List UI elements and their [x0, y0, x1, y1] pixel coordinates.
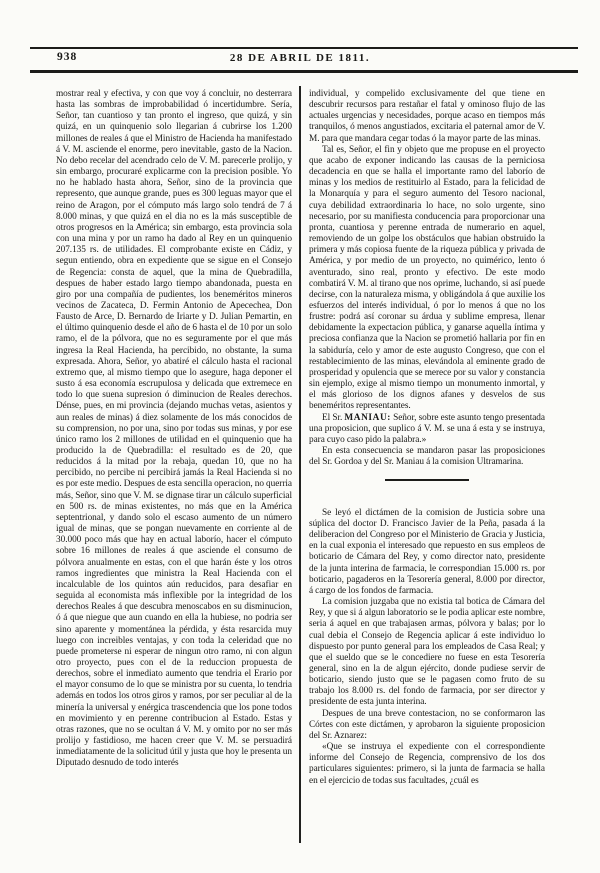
paragraph-text: En esta consecuencia se mandaron pasar las proposiciones del Sr. Gordoa y del Sr. Maniau á la comision Ultramarina. [309, 446, 545, 468]
paragraph [309, 145, 545, 413]
column-right [309, 89, 545, 845]
paragraph [309, 446, 545, 468]
paragraph-text: Despues de una breve contestacion, no se conformaron las Córtes con este dictámen, y aprobaron la siguiente proposicion del Sr. Aznarez: [309, 708, 545, 741]
paragraph-text: Se leyó el dictámen de la comision de Justicia sobre una súplica del doctor D. Francisco Javier de la Peña, pasada á la deliberacion del Congreso por el Ministerio de Gracia y Justicia, en la cual exponia el interesado que repuesto en sus empleos de boticario de Cámara del Rey, y como director nato, presidente de la junta interina de farmacia, le correspondian 15.000 rs. por boticario, pagaderos en la Tesorería general, 8.000 por director, á cargo de los fondos de farmacia. [309, 507, 545, 596]
paragraph-text: Tal es, Señor, el fin y objeto que me propuse en el proyecto que acabo de exponer indicando las causas de la perniciosa decadencia en que se halla el importante ramo del laborío de minas y los medios de restituirlo al Estado, para la felicidad de la Monarquía y para el seguro aumento del Tesoro nacional, cuya debilidad extraordinaria lo hace, no solo urgente, sino necesario, por su manifiesta conducencia para proporcionar una pronta, cuantiosa y perenne entrada de numerario en aquel, removiendo de un golpe los obstáculos que habian obstruido la primera y más copiosa fuente de la riqueza pública y privada de América, y por medio de un proyecto, no quimérico, lento ó aventurado, sino real, pronto y efectivo. De este modo combatirá V. M. al tirano que nos oprime, luchando, si así puede decirse, con la naturaleza misma, y obligándola á que auxilie los esfuerzos del interés individual, ó por lo menos á que no los frustre: podrá así coronar su árdua y sublime empresa, llenar debidamente la expectacion pública, y ganarse aquella íntima y preciosa confianza que la Nacion se prometió hallaria por fin en la sabiduría, celo y amor de este augusto Congreso, que con el restablecimiento de las minas, elevándola al eminente grado de prosperidad y opulencia que se merece por su valor y constancia sin ejemplo, exige al mismo tiempo un monumento inmortal, y el más glorioso de los dignos afanes y desvelos de sus beneméritos representantes. [309, 144, 545, 412]
header-rule-bottom [30, 70, 578, 73]
date-heading: 28 DE ABRIL DE 1811. [229, 52, 371, 64]
page-number: 938 [57, 51, 78, 63]
paragraph-text: mostrar real y efectiva, y con que voy á concluir, no desterrara hasta las sombras de improbabilidad ó incertidumbre. Sería, Señor, tan cuantioso y tan pronto el ingreso, que quizá, y sin quizá, en un quinquenio solo llegarian á cubrirse los 1.200 millones de reales á que el Ministro de Hacienda ha manifestado á V. M. asciende el enorme, pero inevitable, gasto de la Nacion. No debo recelar del acendrado celo de V. M. parecerle prolijo, y sin embargo, procuraré explicarme con la precision posible. Yo no he hablado hasta ahora, Señor, sino de la provincia que represento, que aunque grande, pues es 300 leguas mayor que el reino de Aragon, por el cómputo más largo solo tendrá de 7 á 8.000 minas, y que quizá en el dia no es la más susceptible de otros progresos en la América; sin embargo, esta provincia sola con una mina y por un ramo ha dado al Rey en un quinquenio 207.135 rs. de utilidades. El comprobante existe en Cádiz, y segun entiendo, obra en expediente que se sigue en el Consejo de Regencia: consta de aquel, que la mina de Quebradilla, despues de haber estado largo tiempo abandonada, puesta en giro por una compañía de pudientes, los beneméritos mineros vecinos de Zacateca, D. Fermin Antonio de Apecechea, Don Fausto de Arce, D. Bernardo de Iriarte y D. Julian Pemartin, en el último quinquenio desde el año de 6 hasta el de 10 por un solo ramo, el de la pólvora, que no es seguramente por el que más ingresa la Real Hacienda, ha percibido, no obstante, la suma expresada. Ahora, Señor, yo abatiré el cálculo hasta el racional extremo que, al mismo tiempo que lo asegure, haga deponer el susto á esa economía escrupulosa y delicada que extremece en todo lo que suena supresion ó diminucion de Reales derechos. Dénse, pues, en mi provincia (dejando muchas vetas, asientos y aun reales de minas) á diez solamente de los más conocidos de su comprension, no por una, sino por todas sus minas, y por ese único ramo los 2 millones de utilidad en el quinquenio que ha producido la de Quebradilla: el resultado es de 20, que reducidos á la mitad por la rebaja, quedan 10, que no ha percibido, no percibe ni percibirá jamás la Real Hacienda si no es por este medio. Despues de esta sencilla operacion, no querria más, Señor, sino que V. M. se dignase tirar un cálculo superficial en 500 rs. de minas existentes, no más que en la América septentrional, y dando solo el escaso aumento de un número igual de minas, que se pongan nuevamente en corriente al de 30.000 poco más que hay en actual laborío, hacer el cómputo sobre 16 millones de reales á que asciende el consumo de pólvora anualmente en estas, con el que harán éste y los otros ramos ingredientes que ministra la Real Hacienda con el incalculable de los quintos aún reducidos, para desafiar en seguida al economista más inflexible por la integridad de los derechos Reales á que descubra menoscabos en su disminucion, ó á que niegue que aun cuando en ella la hubiese, no podria ser sino aparente y momentánea la pérdida, y ésta resarcida muy luego con increibles ventajas, y con toda la celeridad que no puede prometerse ni esperar de ningun otro ramo, ni con algun otro proyecto, pues con el de la reduccion propuesta de derechos, sobre el inmediato aumento que tendria el Erario por el mayor consumo de lo que se ministra por su cuenta, lo tendria además en todos los otros giros y ramos, por ser peculiar al de la minería la universal y enérgica trascendencia que los pone todos en movimiento y en perenne contribucion al Estado. Estas y otras razones, que no se ocultan á V. M. y omito por no ser más prolijo y fastidioso, me hacen creer que V. M. se persuadirá inmediatamente de la solicitud útil y justa que hoy le presenta un Diputado desnudo de todo interés [56, 89, 292, 769]
paragraph-text: El Sr. [322, 412, 345, 423]
paragraph-text: La comision juzgaba que no existia tal botica de Cámara del Rey, y que si á algun laboratorio se le podia aplicar este nombre, seria á aquel en que trabajasen armas, pólvora y balas; por lo cual debia el Consejo de Regencia aplicar á este individuo lo dispuesto por punto general para los empleados de Casa Real; y que el sueldo que se le concediere no fuese en esta Tesorería general, sino en la de algun ejército, donde pudiese servir de boticario, siendo justo que se le pagasen como fruto de su trabajo los 8.000 rs. del fondo de farmacia, por ser director y presidente de esta junta interina. [309, 597, 545, 708]
paragraph [309, 597, 545, 709]
speaker-name: MANIAU: [344, 412, 391, 423]
column-left [56, 89, 292, 845]
text-columns [56, 89, 545, 845]
paragraph [309, 508, 545, 597]
paragraph-text: «Que se instruya el expediente con el correspondiente informe del Consejo de Regencia, comprensivo de los dos particulares siguientes: primero, si la junta de farmacia se halla en el ejercicio de todas sus facultades, ¿cuál es [309, 742, 545, 786]
section-divider-rule [385, 479, 469, 481]
header-rule-top [30, 47, 578, 49]
paragraph [309, 709, 545, 742]
paragraph [309, 89, 545, 145]
paragraph-text: individual, y compelido exclusivamente del que tiene en descubrir recursos para restañar el fatal y ominoso flujo de las actuales urgencias y necesidades, porque acaso en tiempos más tranquilos, ó menos angustiados, excitaria el paternal amor de V. M. para que mandara cegar todas ó la mayor parte de las minas. [309, 89, 545, 144]
paragraph [56, 89, 292, 770]
paragraph-text: Señor, sobre este asunto tengo presentada una proposicion, que suplico á V. M. se una á esta y se instruya, para cuyo caso pido la palabra.» [309, 412, 545, 445]
paragraph [309, 742, 545, 787]
paragraph [309, 413, 545, 446]
